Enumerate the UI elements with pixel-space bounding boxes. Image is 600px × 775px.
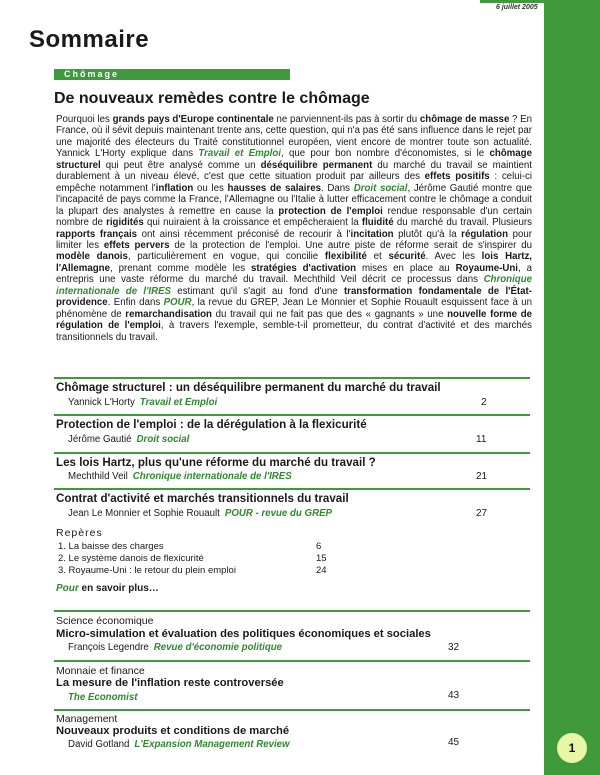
intro-text: , a entrepris une vaste réforme du marché du travail. Mechthild Veil décrit ce processus dans xyxy=(56,262,532,286)
subsection-page: 45 xyxy=(448,737,460,748)
page-title: Sommaire xyxy=(29,26,150,53)
intro-keyword: fluidité xyxy=(361,217,394,229)
intro-source: POUR xyxy=(163,297,192,309)
article-author xyxy=(68,434,189,445)
article-author xyxy=(68,397,217,408)
subsection-title[interactable]: Micro-simulation et évaluation des politiques économiques et sociales xyxy=(56,628,431,640)
intro-text: plutôt qu'à la xyxy=(393,228,462,240)
intro-text: mises en place au xyxy=(356,262,456,274)
author-name: Jean Le Monnier et Sophie Rouault xyxy=(68,508,220,519)
article-page: 11 xyxy=(476,434,487,445)
intro-text: . Dans xyxy=(321,182,354,194)
intro-text: estimant qu'il s'agit au fond d'une xyxy=(171,285,344,297)
intro-text: rendue responsable d'un certain nombre de xyxy=(56,205,532,229)
top-green-line xyxy=(480,0,544,3)
intro-text: . Enfin dans xyxy=(107,297,164,309)
intro-text: , à travers l'exemple, semble-t-il prometteur, du contrat d'activité et des marchés transitionnels du travail. xyxy=(56,320,533,343)
intro-text: , particulièrement en vogue, qui concilie xyxy=(127,251,325,263)
subsection-category: Monnaie et finance xyxy=(56,665,145,677)
intro-text: , la revue du GREP, Jean Le Monnier et Sophie Rouault esquissent face à un phénomène de xyxy=(56,297,532,320)
intro-keyword: lois Hartz, l'Allemagne xyxy=(56,251,532,274)
intro-text: . Avec les xyxy=(425,251,482,263)
intro-source: Droit social xyxy=(353,182,408,194)
intro-paragraph xyxy=(56,114,532,343)
article-page: 21 xyxy=(476,471,488,482)
intro-keyword: sécurité xyxy=(388,251,426,263)
intro-text: , que pour bon nombre d'économistes, si le xyxy=(280,148,490,160)
further-reading-rest: en savoir plus… xyxy=(78,583,159,594)
author-name: Yannick L'Horty xyxy=(68,397,135,408)
intro-text: ont ainsi récemment préconisé de recourir à l' xyxy=(137,228,351,240)
intro-text: ne parviennent-ils pas à sortir du xyxy=(273,114,420,125)
separator xyxy=(54,414,530,416)
repere-page: 24 xyxy=(316,565,327,576)
intro-text: ou les xyxy=(193,182,228,194)
article-source: Droit social xyxy=(136,434,190,445)
intro-keyword: effets pervers xyxy=(103,239,170,251)
intro-keyword: inflation xyxy=(155,182,194,194)
intro-text: du marché du travail se maintient durablement à un niveau élevé, c'est que cette situation produit par ailleurs des xyxy=(56,159,532,183)
intro-keyword: rigidités xyxy=(106,217,144,229)
intro-keyword: effets positifs xyxy=(424,171,490,183)
intro-text: ? En France, où il sévit depuis maintenant trente ans, cette question, qui n'a pas été sans influence dans le rejet par une majorité des électeurs du Traité constitutionnel européen, vient encore de montrer toute son actualité. Yannick L'Horty explique dans xyxy=(56,114,533,160)
subsection-source: L'Expansion Management Review xyxy=(134,739,290,750)
repere-item[interactable]: 2. Le système danois de flexicurité xyxy=(58,553,204,564)
article-title[interactable]: Contrat d'activité et marchés transitionnels du travail xyxy=(56,492,349,505)
subsection-title[interactable]: La mesure de l'inflation reste controversée xyxy=(56,677,284,689)
issue-date: 6 juillet 2005 xyxy=(496,4,538,11)
separator xyxy=(54,610,530,612)
intro-text: Pourquoi les xyxy=(56,114,113,125)
page-number: 1 xyxy=(557,733,587,763)
intro-source: Travail et Emploi xyxy=(198,148,281,160)
separator xyxy=(54,452,530,454)
intro-text: qui peut être analysé comme un xyxy=(100,159,261,171)
separator xyxy=(54,377,530,379)
intro-text: qui nuiraient à la croissance et empêcheraient la xyxy=(143,217,362,229)
article-title[interactable]: Les lois Hartz, plus qu'une réforme du marché du travail ? xyxy=(56,456,376,469)
article-page: 27 xyxy=(476,508,488,519)
further-reading-heading xyxy=(56,583,159,594)
author-name: Mechthild Veil xyxy=(68,471,128,482)
intro-keyword: modèle danois xyxy=(56,251,128,263)
repere-page: 15 xyxy=(316,553,327,564)
article-source: Travail et Emploi xyxy=(139,397,218,408)
green-sidebar xyxy=(544,0,600,775)
intro-keyword: protection de l'emploi xyxy=(278,205,383,217)
article-author xyxy=(68,508,332,519)
repere-page: 6 xyxy=(316,541,322,552)
intro-keyword: chômage de masse xyxy=(419,114,510,125)
intro-text: du marché du travail. Plusieurs xyxy=(393,217,533,229)
subsection-category: Management xyxy=(56,713,118,725)
intro-keyword: régulation xyxy=(461,228,508,240)
subsection-page: 43 xyxy=(448,690,460,701)
intro-keyword: stratégies d'activation xyxy=(250,262,357,274)
separator xyxy=(54,660,530,662)
subsection-category: Science économique xyxy=(56,615,154,627)
intro-text: pour limiter les xyxy=(56,228,532,251)
article-author xyxy=(68,471,292,482)
section-label: Chômage xyxy=(64,69,120,79)
intro-keyword: hausses de salaires xyxy=(227,182,322,194)
author-name: Jérôme Gautié xyxy=(68,434,132,445)
subsection-author xyxy=(68,642,282,653)
article-title[interactable]: Protection de l'emploi : de la dérégulation à la flexicurité xyxy=(56,418,367,431)
subsection-page: 32 xyxy=(448,642,460,653)
further-reading-pour: Pour xyxy=(56,583,79,594)
repere-item[interactable]: 3. Royaume-Uni : le retour du plein emploi xyxy=(58,565,236,576)
intro-keyword: remarchandisation xyxy=(125,308,212,320)
intro-keyword: Royaume-Uni xyxy=(455,262,519,274)
subsection-source: Revue d'économie politique xyxy=(153,642,283,653)
intro-keyword: chômage structurel xyxy=(56,148,532,171)
subsection-source: The Economist xyxy=(68,692,138,703)
article-title[interactable]: Chômage structurel : un déséquilibre permanent du marché du travail xyxy=(56,381,441,394)
headline: De nouveaux remèdes contre le chômage xyxy=(54,90,370,107)
separator xyxy=(54,709,530,711)
intro-keyword: rapports français xyxy=(56,228,138,240)
article-page: 2 xyxy=(481,397,487,408)
intro-text: : celui-ci empêche notamment l' xyxy=(56,171,532,194)
intro-keyword: incitation xyxy=(350,228,394,240)
intro-text: et xyxy=(366,251,389,263)
intro-text: de la protection de l'emploi. Une autre piste de réforme serait de s'inspirer du xyxy=(169,239,532,251)
intro-text: du travail qui ne fait pas que des « gagnants » une xyxy=(211,308,448,320)
intro-keyword: déséquilibre permanent xyxy=(260,159,373,171)
repere-item[interactable]: 1. La baisse des charges xyxy=(58,541,164,552)
intro-keyword: nouvelle forme de régulation de l'emploi xyxy=(56,308,532,332)
intro-keyword: transformation fondamentale de l'État-providence xyxy=(56,285,532,309)
subsection-title[interactable]: Nouveaux produits et conditions de marché xyxy=(56,725,290,737)
subsection-author xyxy=(68,739,290,750)
subsection-author xyxy=(68,692,137,703)
intro-text: , Jérôme Gautié montre que l'incapacité de pays comme la France, l'Allemagne ou l'Italie à lutter efficacement contre le chômage a conduit la plupart des analystes à remettre en cause la xyxy=(56,182,532,217)
intro-keyword: flexibilité xyxy=(324,251,367,263)
article-source: POUR - revue du GREP xyxy=(224,508,332,519)
intro-keyword: grands pays d'Europe continentale xyxy=(112,114,274,125)
separator xyxy=(54,488,530,490)
author-name: David Gotland xyxy=(68,739,130,750)
intro-source: Chronique internationale de l'IRES xyxy=(56,274,532,297)
article-source: Chronique internationale de l'IRES xyxy=(132,471,292,482)
author-name: François Legendre xyxy=(68,642,149,653)
intro-text: , prenant comme modèle les xyxy=(110,262,251,274)
reperes-title: Repères xyxy=(56,527,103,539)
